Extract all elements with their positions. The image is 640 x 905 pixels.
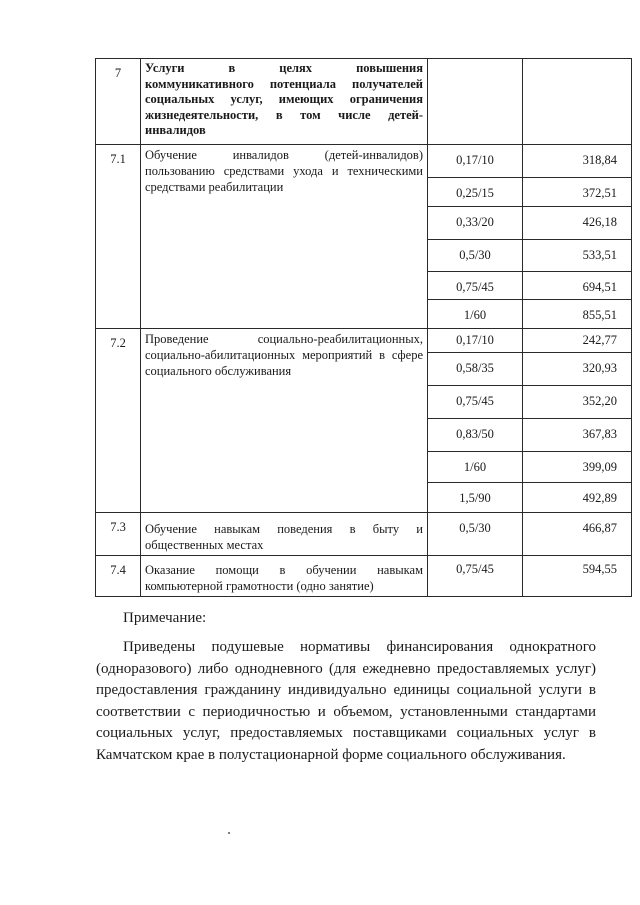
price-cell [523, 329, 632, 353]
frequency-value: 0,83/50 [456, 427, 494, 441]
price-cell [523, 452, 632, 483]
frequency-cell [428, 329, 523, 353]
frequency-value: 0,75/45 [456, 394, 494, 408]
row-number: 7.1 [110, 152, 126, 166]
frequency-value: 0,33/20 [456, 215, 494, 229]
price-value: 320,93 [582, 361, 617, 375]
tariff-table [95, 58, 632, 597]
price-cell [523, 207, 632, 240]
frequency-value: 0,5/30 [459, 248, 491, 262]
service-name-cell [141, 513, 428, 556]
row-number-cell [96, 556, 141, 597]
service-name-cell [141, 145, 428, 329]
service-name-cell [141, 556, 428, 597]
service-name [145, 61, 423, 139]
frequency-cell [428, 419, 523, 452]
price-value: 492,89 [582, 491, 617, 505]
row-number-cell [96, 513, 141, 556]
price-cell [523, 240, 632, 272]
price-cell [523, 386, 632, 419]
price-cell [523, 59, 632, 145]
row-number: 7.2 [110, 336, 126, 350]
price-value: 352,20 [582, 394, 617, 408]
price-value: 533,51 [582, 248, 617, 262]
price-value: 399,09 [582, 460, 617, 474]
frequency-cell [428, 59, 523, 145]
frequency-value: 0,58/35 [456, 361, 494, 375]
frequency-value: 0,5/30 [459, 521, 491, 535]
frequency-value: 0,75/45 [456, 562, 494, 576]
price-cell [523, 483, 632, 513]
note-body: Приведены подушевые нормативы финансирования однократного (одноразового) либо однодневного (для ежедневно предоставляемых услуг) предоставления гражданину индивидуально единицы социальной услуги в соответствии с периодичностью и объемом, установленными стандартами социальных услуг, предоставляемых поставщиками социальных услуг в Камчатском крае в полустационарной форме социального обслуживания. [96, 639, 596, 763]
service-name: Проведение социально-реабилитационных, социально-абилитационных мероприятий в сфере социального обслуживания [145, 332, 423, 378]
price-cell [523, 353, 632, 386]
price-value: 594,55 [582, 562, 617, 576]
table-row [96, 329, 632, 353]
price-cell [523, 419, 632, 452]
frequency-value: 1,5/90 [459, 491, 491, 505]
price-cell [523, 145, 632, 178]
frequency-cell [428, 483, 523, 513]
service-name: Обучение инвалидов (детей-инвалидов) пользованию средствами ухода и техническими средствами реабилитации [145, 148, 423, 194]
row-number-cell [96, 329, 141, 513]
frequency-cell [428, 452, 523, 483]
scan-dot [228, 832, 230, 834]
row-number-cell [96, 59, 141, 145]
frequency-cell [428, 145, 523, 178]
price-cell [523, 300, 632, 329]
frequency-cell [428, 300, 523, 329]
service-name-cell [141, 59, 428, 145]
frequency-value: 0,17/10 [456, 153, 494, 167]
price-value: 372,51 [582, 186, 617, 200]
frequency-cell [428, 386, 523, 419]
frequency-cell [428, 353, 523, 386]
frequency-cell [428, 556, 523, 597]
row-number-cell [96, 145, 141, 329]
frequency-cell [428, 207, 523, 240]
frequency-cell [428, 272, 523, 300]
price-value: 242,77 [582, 333, 617, 347]
note-title: Примечание: [123, 610, 207, 626]
service-name-line: коммуникативного потенциала получателей [145, 76, 423, 91]
service-name-line: инвалидов [145, 123, 206, 137]
frequency-cell [428, 240, 523, 272]
price-value: 426,18 [582, 215, 617, 229]
frequency-cell [428, 513, 523, 556]
service-name-line: жизнедеятельности, в том числе детей- [145, 107, 423, 122]
frequency-value: 0,75/45 [456, 280, 494, 294]
service-name: Обучение навыкам поведения в быту и общественных местах [145, 522, 423, 552]
price-cell [523, 556, 632, 597]
price-value: 318,84 [582, 153, 617, 167]
table-row [96, 59, 632, 145]
price-cell [523, 513, 632, 556]
price-value: 367,83 [582, 427, 617, 441]
service-name-line: Услуги в целях повышения [145, 61, 423, 75]
price-value: 855,51 [582, 308, 617, 322]
table-row [96, 145, 632, 178]
frequency-value: 1/60 [463, 460, 487, 474]
service-name-line: социальных услуг, имеющих ограничения [145, 92, 423, 106]
row-number: 7 [114, 66, 122, 80]
service-name-cell [141, 329, 428, 513]
frequency-value: 0,25/15 [456, 186, 494, 200]
frequency-cell [428, 178, 523, 207]
table-row [96, 513, 632, 556]
service-name: Оказание помощи в обучении навыкам компьютерной грамотности (одно занятие) [145, 563, 423, 593]
price-cell [523, 178, 632, 207]
price-value: 466,87 [582, 521, 617, 535]
row-number: 7.3 [110, 520, 126, 534]
frequency-value: 1/60 [463, 308, 487, 322]
table-row [96, 556, 632, 597]
frequency-value: 0,17/10 [456, 333, 494, 347]
row-number: 7.4 [110, 563, 126, 577]
price-value: 694,51 [582, 280, 617, 294]
price-cell [523, 272, 632, 300]
